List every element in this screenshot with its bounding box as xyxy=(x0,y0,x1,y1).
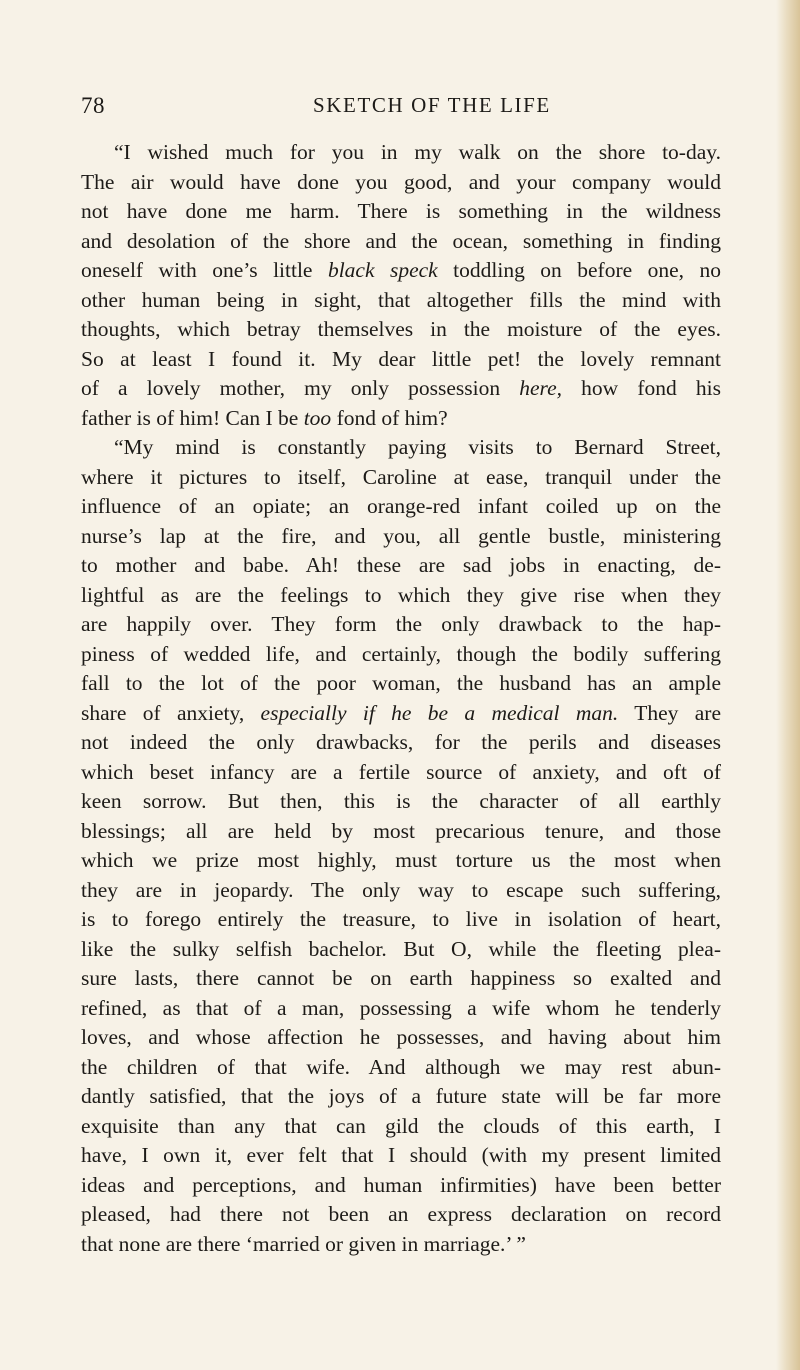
text-run: father is of him! Can I be xyxy=(81,405,304,430)
text-line xyxy=(81,669,721,699)
text-line xyxy=(81,699,721,729)
page-header xyxy=(81,93,721,123)
text-run: toddling on before one, no xyxy=(437,258,721,282)
text-run: nurse’s lap at the fire, and you, all gentle bustle, ministering xyxy=(81,523,721,548)
italic-text: too xyxy=(303,405,332,430)
text-line xyxy=(81,846,721,876)
text-run: are happily over. They form the only drawback to the hap- xyxy=(81,612,721,636)
text-run: and desolation of the shore and the ocean, something in finding xyxy=(81,228,721,253)
text-run: not indeed the only drawbacks, for the perils and diseases xyxy=(81,730,721,754)
text-run: how fond his xyxy=(562,376,721,400)
text-run: So at least I found it. My dear little pet! the lovely remnant xyxy=(81,346,721,371)
text-line xyxy=(81,197,721,227)
text-run: other human being in sight, that altogether fills the mind with xyxy=(81,287,721,312)
text-line xyxy=(81,522,721,552)
text-run: sure lasts, there cannot be on earth happiness so exalted and xyxy=(81,966,721,990)
text-line xyxy=(81,1141,721,1171)
text-run: where it pictures to itself, Caroline at ease, tranquil under the xyxy=(81,464,721,489)
text-line xyxy=(81,463,721,493)
text-run: ideas and perceptions, and human infirmities) have been better xyxy=(81,1172,721,1197)
text-line xyxy=(81,1112,721,1142)
text-run: lightful as are the feelings to which they give rise when they xyxy=(81,582,721,607)
text-run: refined, as that of a man, possessing a wife whom he tenderly xyxy=(81,995,721,1020)
text-run: of a lovely mother, my only possession xyxy=(81,376,520,400)
text-line xyxy=(81,168,721,198)
text-line xyxy=(81,256,721,286)
text-line xyxy=(81,433,721,463)
text-line xyxy=(81,994,721,1024)
text-run: oneself with one’s little xyxy=(81,258,328,282)
text-line xyxy=(81,817,721,847)
text-run: have, I own it, ever felt that I should (with my present limited xyxy=(81,1143,721,1167)
text-run: the children of that wife. And although we may rest abun- xyxy=(81,1054,721,1079)
text-run: to mother and babe. Ah! these are sad jobs in enacting, de- xyxy=(81,553,721,577)
italic-text: especially if he be a medical man. xyxy=(260,700,619,725)
page-edge-shadow xyxy=(776,0,800,1370)
text-run: which beset infancy are a fertile source of anxiety, and oft of xyxy=(81,759,721,784)
text-line xyxy=(81,492,721,522)
body-text xyxy=(81,138,721,1259)
text-line xyxy=(81,286,721,316)
text-run: share of anxiety, xyxy=(81,700,261,725)
text-run: fall to the lot of the poor woman, the husband has an ample xyxy=(81,671,721,695)
text-line xyxy=(81,1023,721,1053)
text-line xyxy=(81,610,721,640)
text-line xyxy=(81,1082,721,1112)
text-line xyxy=(81,758,721,788)
text-run: The air would have done you good, and your company would xyxy=(81,169,721,194)
text-line xyxy=(81,551,721,581)
text-run: loves, and whose affection he possesses, and having about him xyxy=(81,1025,721,1049)
text-run: thoughts, which betray themselves in the moisture of the eyes. xyxy=(81,317,721,341)
text-line xyxy=(81,138,721,168)
text-line xyxy=(81,964,721,994)
text-line xyxy=(81,935,721,965)
text-run: which we prize most highly, must torture us the most when xyxy=(81,848,721,872)
text-line xyxy=(81,1200,721,1230)
text-run: “I wished much for you in my walk on the shore to-day. xyxy=(114,140,721,164)
text-run: they are in jeopardy. The only way to escape such suffering, xyxy=(81,877,721,902)
text-run: They are xyxy=(618,700,721,725)
text-line xyxy=(81,1171,721,1201)
text-line xyxy=(81,227,721,257)
text-line xyxy=(81,315,721,345)
text-line xyxy=(81,1053,721,1083)
text-line xyxy=(81,581,721,611)
text-run: that none are there ‘married or given in marriage.’ ” xyxy=(81,1231,526,1256)
text-line xyxy=(81,374,721,404)
text-line xyxy=(81,876,721,906)
text-run: “My mind is constantly paying visits to Bernard Street, xyxy=(114,435,721,459)
italic-text: black speck xyxy=(327,258,438,282)
text-line xyxy=(81,404,721,434)
text-run: dantly satisfied, that the joys of a future state will be far more xyxy=(81,1084,721,1108)
page-number: 78 xyxy=(81,93,105,118)
text-line xyxy=(81,640,721,670)
text-line xyxy=(81,345,721,375)
text-line xyxy=(81,905,721,935)
text-run: influence of an opiate; an orange-red infant coiled up on the xyxy=(81,494,721,518)
text-line xyxy=(81,787,721,817)
text-run: is to forego entirely the treasure, to live in isolation of heart, xyxy=(81,907,721,931)
running-head: SKETCH OF THE LIFE xyxy=(313,93,551,117)
text-run: pleased, had there not been an express declaration on record xyxy=(81,1202,721,1226)
text-run: exquisite than any that can gild the clouds of this earth, I xyxy=(81,1113,721,1138)
text-run: blessings; all are held by most precarious tenure, and those xyxy=(81,818,721,843)
text-run: not have done me harm. There is something in the wildness xyxy=(81,199,721,223)
italic-text: here, xyxy=(519,376,563,400)
text-run: fond of him? xyxy=(331,405,448,430)
text-run: like the sulky selfish bachelor. But O, while the fleeting plea- xyxy=(81,936,721,961)
text-run: piness of wedded life, and certainly, though the bodily suffering xyxy=(81,641,721,666)
text-line xyxy=(81,728,721,758)
text-line xyxy=(81,1230,721,1260)
text-run: keen sorrow. But then, this is the character of all earthly xyxy=(81,789,721,813)
